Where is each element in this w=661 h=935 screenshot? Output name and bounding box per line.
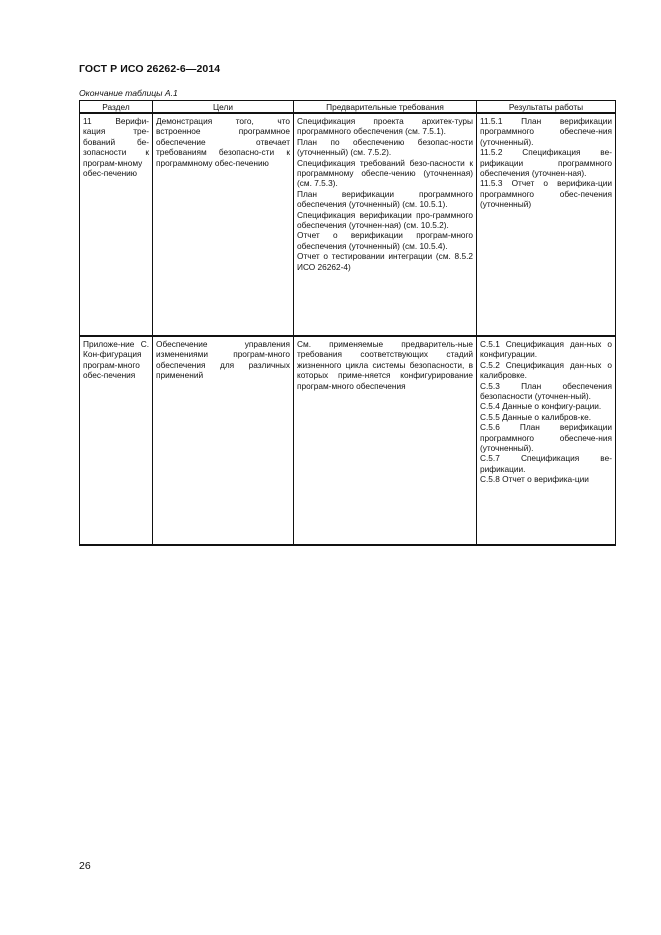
column-header-goals: Цели xyxy=(153,101,294,114)
table-header-row xyxy=(80,101,616,114)
row2-section-cell xyxy=(80,336,153,545)
row1-prerequisite-item: Спецификация верификации про-граммного обеспечения (уточнен-ная) (см. 10.5.2). xyxy=(297,209,473,231)
column-header-prerequisites: Предварительные требования xyxy=(294,101,477,114)
row2-goal: Обеспечение управления изменениями програм-много обеспечения для различных применений xyxy=(156,339,290,381)
row2-result-item: С.5.7 Спецификация ве-рификации. xyxy=(480,453,612,474)
row2-section: Приложе-ние С. Кон-фигурация програм-много обес-печения xyxy=(83,339,149,381)
row1-section: 11 Верифи-кация тре-бований бе-зопасности к програм-мному обес-печению xyxy=(83,116,149,179)
row2-results-cell xyxy=(477,336,616,545)
row1-result-item: 11.5.3 Отчет о верифика-ции программного обес-печения (уточненный) xyxy=(480,178,612,210)
row2-result-item: С.5.2 Спецификация дан-ных о калибровке. xyxy=(480,359,612,381)
row1-prerequisite-item: План по обеспечению безопас-ности (уточненный) (см. 7.5.2). xyxy=(297,136,473,158)
row1-goal-cell xyxy=(153,113,294,336)
table-row xyxy=(80,113,616,336)
row2-prerequisites-cell xyxy=(294,336,477,545)
row2-prerequisite-item: См. применяемые предваритель-ные требования соответствующих стадий жизненного цикла системы безопасности, в которых приме-няется конфигурирование програм-много обеспечения xyxy=(297,339,473,391)
row2-result-item: С.5.1 Спецификация дан-ных о конфигурации. xyxy=(480,339,612,360)
row1-prerequisite-item: План верификации программного обеспечения (уточненный) (см. 10.5.1). xyxy=(297,188,473,210)
row1-section-cell xyxy=(80,113,153,336)
row1-result-item: 11.5.2 Спецификация ве-рификации программного обеспечения (уточнен-ная). xyxy=(480,147,612,179)
row2-result-item: С.5.3 План обеспечения безопасности (уточнен-ный). xyxy=(480,380,612,402)
document-header: ГОСТ Р ИСО 26262-6—2014 xyxy=(79,63,221,75)
requirements-table xyxy=(79,100,616,546)
row1-prerequisite-item: Спецификация требований безо-пасности к программному обеспе-чению (уточненная) (см. 7.5.3). xyxy=(297,157,473,189)
table-row xyxy=(80,336,616,545)
row2-result-item: С.5.4 Данные о конфигу-рации. xyxy=(480,401,602,412)
page-number: 26 xyxy=(79,860,91,872)
row2-goal-cell xyxy=(153,336,294,545)
row1-prerequisite-item: Отчет о верификации програм-много обеспечения (уточненный) (см. 10.5.4). xyxy=(297,230,473,251)
row2-result-item: С.5.8 Отчет о верифика-ции xyxy=(480,474,589,485)
column-header-results: Результаты работы xyxy=(477,101,616,114)
column-header-section: Раздел xyxy=(80,101,153,114)
row1-goal: Демонстрация того, что встроенное программное обеспечение отвечает требованиям безопасно-сти к программному обес-печению xyxy=(156,116,290,168)
row1-prerequisite-item: Спецификация проекта архитек-туры программного обеспечения (см. 7.5.1). xyxy=(297,116,473,137)
table-caption: Окончание таблицы А.1 xyxy=(79,88,178,98)
row1-prerequisites-cell xyxy=(294,113,477,336)
row2-result-item: С.5.6 План верификации программного обеспече-ния (уточненный). xyxy=(480,422,612,454)
row1-prerequisite-item: Отчет о тестировании интеграции (см. 8.5.2 ИСО 26262-4) xyxy=(297,251,473,272)
row1-result-item: 11.5.1 План верификации программного обеспече-ния (уточненный). xyxy=(480,116,612,147)
row1-results-cell xyxy=(477,113,616,336)
row2-result-item: С.5.5 Данные о калибров-ке. xyxy=(480,411,592,422)
